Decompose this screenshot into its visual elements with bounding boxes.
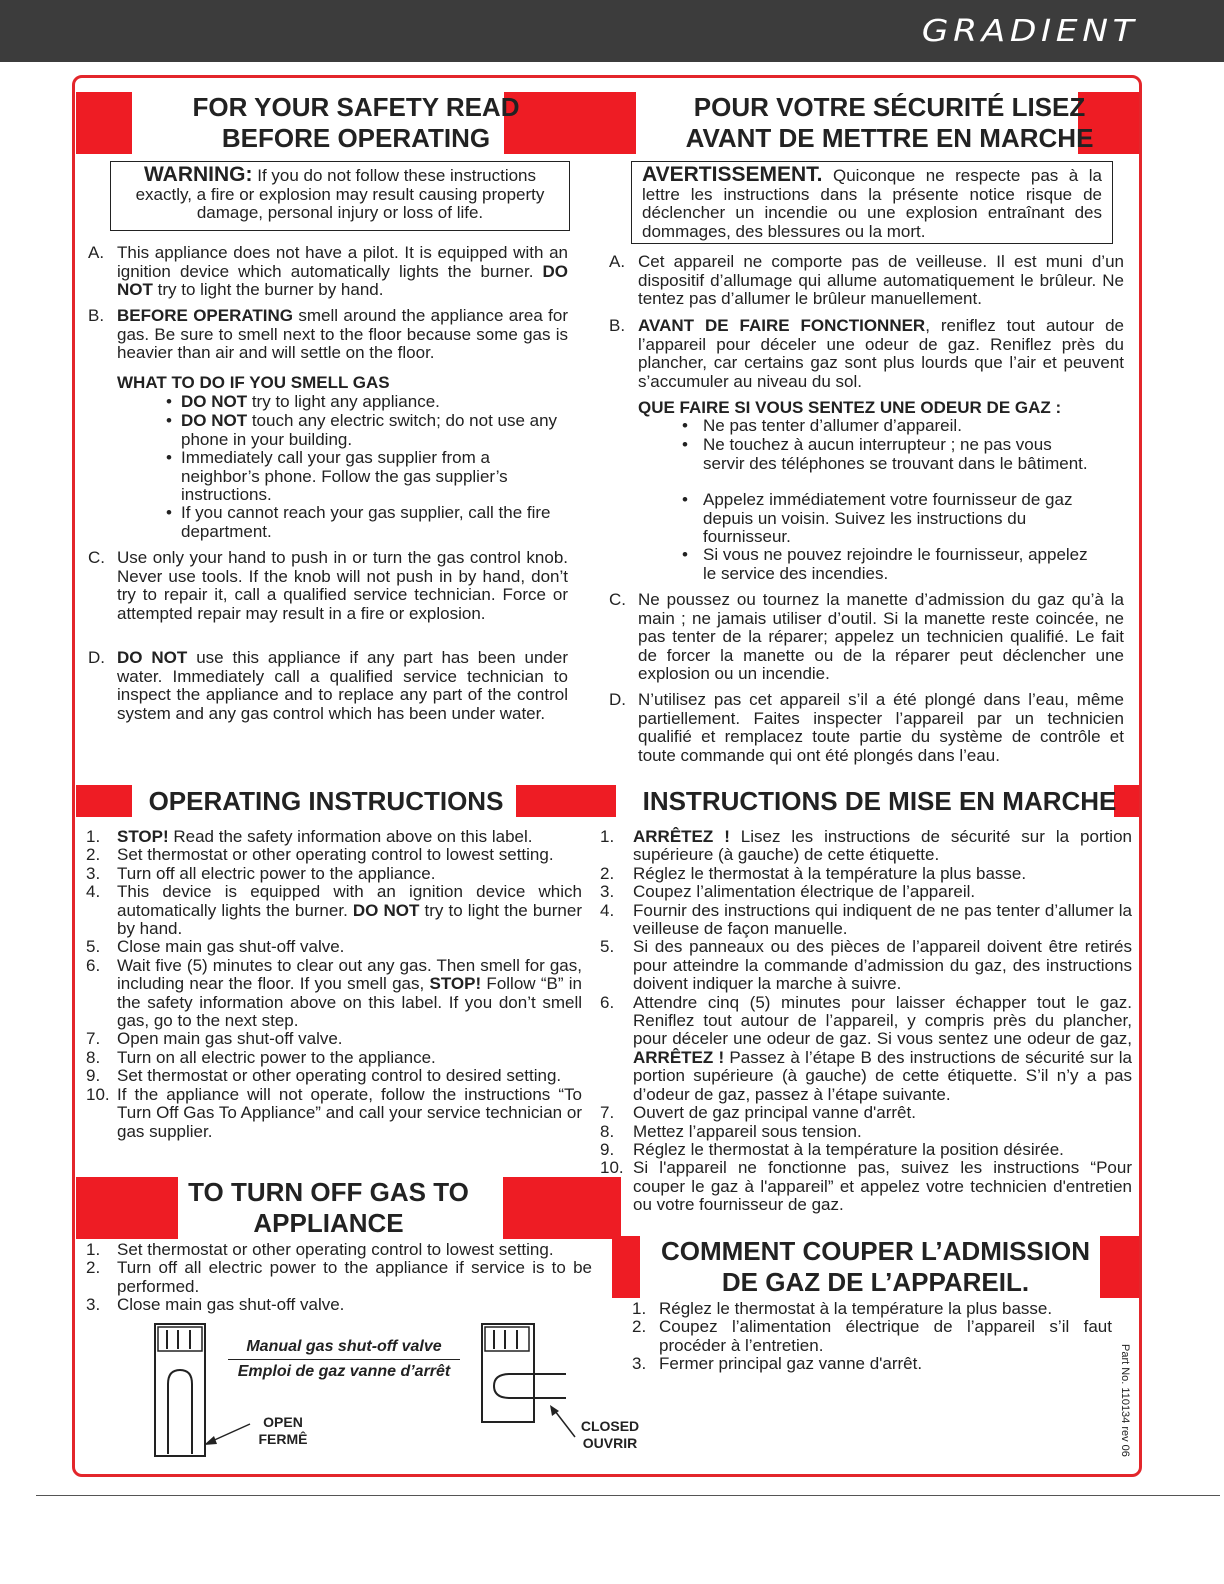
list-item: 3. Close main gas shut-off valve. bbox=[86, 1295, 345, 1315]
list-item: 2. Turn off all electric power to the appliance if service is to be performed. bbox=[86, 1258, 592, 1296]
list-item: 3. Turn off all electric power to the appliance. bbox=[86, 863, 436, 883]
smell-gas-heading-fr: QUE FAIRE SI VOUS SENTEZ UNE ODEUR DE GAZ : bbox=[638, 398, 1062, 417]
safety-title-en bbox=[76, 92, 636, 154]
valve-caption bbox=[228, 1338, 460, 1381]
safety-item-c-fr: C. Ne poussez ou tournez la manette d’admission du gaz qu’à la main ; ne jamais utiliser d’outil. Si la manette reste coincée, ne pas tenter de la réparer; appelez un technicien qualifié. Le fait de forcer la manette ou de la réparer peut déclencher une explosion ou un incendie. bbox=[609, 590, 1124, 683]
list-item: 4. This device is equipped with an ignition device which automatically lights the burner. DO NOT try to light the burner by hand. bbox=[86, 882, 582, 939]
list-item: 5. Close main gas shut-off valve. bbox=[86, 937, 345, 957]
valve-caption-fr: Emploi de gaz vanne d’arrêt bbox=[237, 1363, 451, 1380]
list-item: 8. Turn on all electric power to the appliance. bbox=[86, 1047, 436, 1067]
bullet-en-1: • DO NOT try to light any appliance. bbox=[166, 392, 440, 411]
valve-open-label bbox=[248, 1414, 318, 1448]
warning-text-fr: Quiconque ne respecte pas à la lettre les instructions dans la présente notice risque de déclencher un incendie ou une explosion entraînant des dommages, des blessures ou la mort. bbox=[642, 166, 1102, 241]
bullet-fr-2: • Ne touchez à aucun interrupteur ; ne pas vous servir des téléphones se trouvant dans le bâtiment. bbox=[682, 435, 1088, 473]
safety-item-d-en: D. DO NOT use this appliance if any part has been under water. Immediately call a qualified service technician to inspect the appliance and to replace any part of the control system and any gas control which has been under water. bbox=[88, 648, 568, 723]
open-arrow bbox=[200, 1418, 255, 1448]
warning-label-fr: AVERTISSEMENT. bbox=[642, 163, 823, 186]
safety-title-fr bbox=[640, 92, 1139, 154]
operating-steps-fr bbox=[600, 828, 1132, 1215]
safety-title-fr-line2: AVANT DE METTRE EN MARCHE bbox=[685, 123, 1094, 153]
turnoff-title-fr-line1: COMMENT COUPER L’ADMISSION bbox=[660, 1236, 1090, 1266]
list-item: 2. Coupez l’alimentation électrique de l’appareil s’il faut procéder à l’entretien. bbox=[632, 1317, 1112, 1355]
safety-item-d-fr: D. N’utilisez pas cet appareil s’il a été plongé dans l’eau, même partiellement. Faites inspecter l’appareil par un technicien qualifié et remplacez toute partie du système de contrôle et toute commande qui ont été plongés dans l’eau. bbox=[609, 690, 1124, 765]
valve-caption-en: Manual gas shut-off valve bbox=[228, 1338, 460, 1360]
list-item: 6. Attendre cinq (5) minutes pour laisser échapper tout le gaz. Reniflez tout autour de l’appareil, y compris près du plancher, pour déceler une odeur de gaz. Si vous sentez une odeur de gaz, ARRÊTEZ ! Passez à l’étape B des instructions de sécurité sur la portion supérieure (à gauche) de cette étiquette. S’il n’y a pas d’odeur de gaz, passez à l’étape suivante. bbox=[600, 992, 1132, 1104]
operating-title-en: OPERATING INSTRUCTIONS bbox=[76, 785, 616, 817]
list-item: 4. Fournir des instructions qui indiquent de ne pas tenter d’allumer la veilleuse de façon manuelle. bbox=[600, 900, 1132, 939]
list-item: 3. Fermer principal gaz vanne d'arrêt. bbox=[632, 1354, 923, 1374]
list-item: 10. Si l'appareil ne fonctionne pas, suivez les instructions “Pour couper le gaz à l'appareil” et appelez votre technicien d'entretien ou votre fournisseur de gaz. bbox=[600, 1158, 1132, 1215]
valve-closed-label bbox=[572, 1418, 648, 1452]
turnoff-title-en bbox=[76, 1177, 621, 1239]
bullet-en-4: • If you cannot reach your gas supplier, call the fire department. bbox=[166, 503, 551, 541]
top-banner bbox=[0, 0, 1224, 62]
list-item: 2. Réglez le thermostat à la température la plus basse. bbox=[600, 863, 1027, 883]
operating-steps-en bbox=[86, 828, 582, 1141]
valve-closed-en: CLOSED bbox=[580, 1418, 640, 1434]
turnoff-title-fr bbox=[612, 1236, 1139, 1298]
footer-divider bbox=[36, 1495, 1220, 1496]
safety-item-a-en: A. This appliance does not have a pilot. It is equipped with an ignition device which automatically lights the burner. DO NOT try to light the burner by hand. bbox=[88, 243, 568, 299]
list-item: 9. Réglez le thermostat à la température la position désirée. bbox=[600, 1139, 1064, 1159]
valve-open-en: OPEN bbox=[263, 1414, 303, 1430]
turnoff-title-fr-line2: DE GAZ DE L’APPAREIL. bbox=[721, 1267, 1030, 1297]
turnoff-steps-fr bbox=[632, 1300, 1112, 1374]
valve-open-fr: FERMÊ bbox=[258, 1431, 308, 1447]
list-item: 7. Ouvert de gaz principal vanne d'arrêt. bbox=[600, 1103, 916, 1123]
valve-closed-fr: OUVRIR bbox=[582, 1435, 638, 1451]
safety-title-fr-line1: POUR VOTRE SÉCURITÉ LISEZ bbox=[693, 92, 1086, 122]
list-item: 9. Set thermostat or other operating control to desired setting. bbox=[86, 1066, 562, 1086]
bullet-fr-3: • Appelez immédiatement votre fournisseur de gaz depuis un voisin. Suivez les instructions du fournisseur. bbox=[682, 490, 1073, 546]
brand-logo: GRADIENT bbox=[921, 14, 1138, 49]
operating-title-fr: INSTRUCTIONS DE MISE EN MARCHE bbox=[620, 785, 1139, 817]
bullet-fr-4: • Si vous ne pouvez rejoindre le fournisseur, appelez le service des incendies. bbox=[682, 545, 1088, 583]
bullet-en-2: • DO NOT touch any electric switch; do not use any phone in your building. bbox=[166, 411, 558, 449]
list-item: 3. Coupez l’alimentation électrique de l’appareil. bbox=[600, 882, 976, 902]
safety-item-b-fr: B. AVANT DE FAIRE FONCTIONNER, reniflez tout autour de l’appareil pour déceler une odeur de gaz. Reniflez près du plancher, car certains gaz sont plus lourds que l’air et peuvent s’accumuler au niveau du sol. bbox=[609, 316, 1124, 391]
list-item: 10. If the appliance will not operate, follow the instructions “To Turn Off Gas To Appliance” and call your service technician or gas supplier. bbox=[86, 1084, 582, 1141]
warning-box-fr bbox=[631, 161, 1113, 244]
list-item: 1. ARRÊTEZ ! Lisez les instructions de sécurité sur la portion supérieure (à gauche) de cette étiquette. bbox=[600, 827, 1132, 865]
turnoff-title-en-line2: APPLIANCE bbox=[253, 1208, 404, 1238]
list-item: 8. Mettez l’appareil sous tension. bbox=[600, 1121, 862, 1141]
list-item: 1. STOP! Read the safety information above on this label. bbox=[86, 827, 533, 846]
list-item: 1. Réglez le thermostat à la température la plus basse. bbox=[632, 1299, 1053, 1318]
list-item: 7. Open main gas shut-off valve. bbox=[86, 1029, 343, 1049]
turnoff-steps-en bbox=[86, 1241, 592, 1315]
bullet-en-3: • Immediately call your gas supplier from a neighbor’s phone. Follow the gas supplier’s instructions. bbox=[166, 448, 508, 504]
warning-label-en: WARNING: bbox=[144, 163, 253, 186]
safety-title-en-line2: BEFORE OPERATING bbox=[221, 123, 491, 153]
smell-gas-heading-en: WHAT TO DO IF YOU SMELL GAS bbox=[117, 373, 390, 392]
turnoff-title-en-line1: TO TURN OFF GAS TO bbox=[188, 1177, 469, 1207]
warning-text-en: If you do not follow these instructions exactly, a fire or explosion may result causing property damage, personal injury or loss of life. bbox=[135, 166, 545, 222]
part-number: Part No. 110134 rev 06 bbox=[1119, 1344, 1131, 1457]
safety-item-c-en: C. Use only your hand to push in or turn the gas control knob. Never use tools. If the knob will not push in by hand, don’t try to repair it, call a qualified service technician. Force or attempted repair may result in a fire or explosion. bbox=[88, 548, 568, 623]
list-item: 6. Wait five (5) minutes to clear out any gas. Then smell for gas, including near the floor. If you smell gas, STOP! Follow “B” in the safety information above on this label. If you don’t smell gas, go to the next step. bbox=[86, 955, 583, 1031]
list-item: 2. Set thermostat or other operating control to lowest setting. bbox=[86, 845, 554, 865]
list-item: 1. Set thermostat or other operating control to lowest setting. bbox=[86, 1240, 554, 1259]
safety-title-en-line1: FOR YOUR SAFETY READ bbox=[192, 92, 520, 122]
warning-box-en bbox=[110, 161, 570, 231]
bullet-fr-1: • Ne pas tenter d’allumer d’appareil. bbox=[682, 416, 962, 435]
list-item: 5. Si des panneaux ou des pièces de l’appareil doivent être retirés pour atteindre la commande d’admission du gaz, des instructions doivent indiquer la marche à suivre. bbox=[600, 937, 1132, 994]
safety-item-b-en: B. BEFORE OPERATING smell around the appliance area for gas. Be sure to smell next to the floor because some gas is heavier than air and will settle on the floor. bbox=[88, 306, 568, 362]
safety-item-a-fr: A. Cet appareil ne comporte pas de veilleuse. Il est muni d’un dispositif d’allumage qui allume automatiquement le brûleur. Ne tentez pas d’allumer le brûleur manuellement. bbox=[609, 252, 1124, 308]
